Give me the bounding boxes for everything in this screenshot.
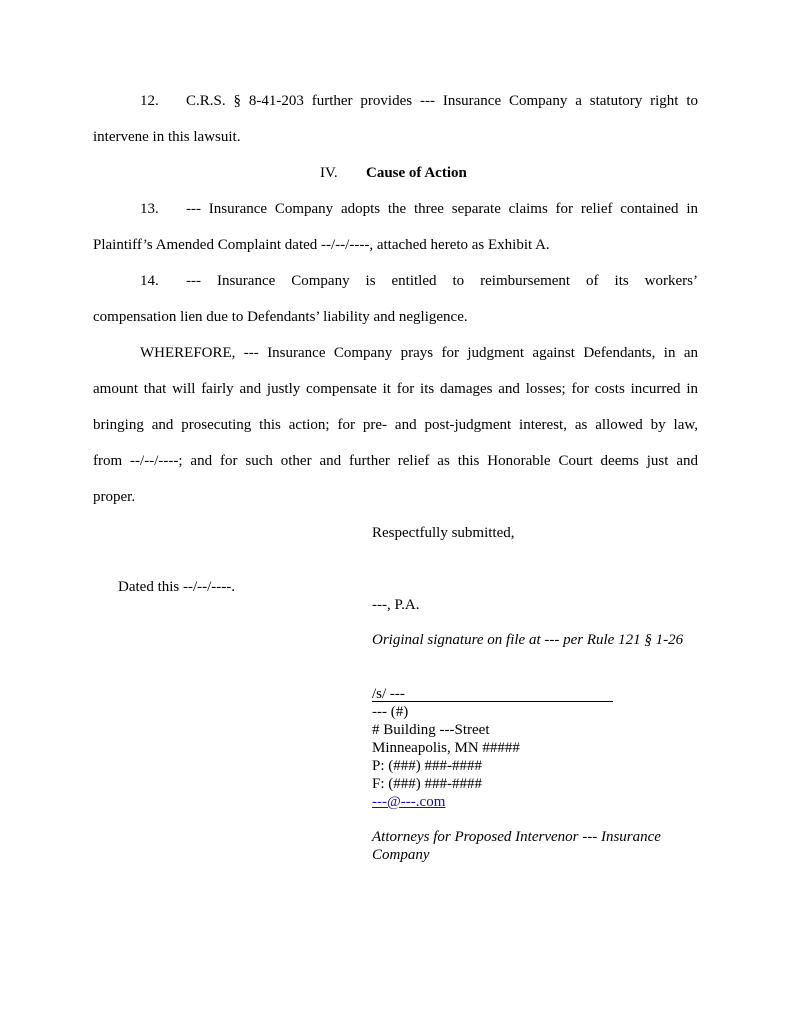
closing: Respectfully submitted, xyxy=(372,525,515,541)
paragraph-12-line-1 xyxy=(140,93,698,110)
paragraph-13-line-2: Plaintiff’s Amended Complaint dated --/--/----, attached hereto as Exhibit A. xyxy=(93,237,550,253)
paragraph-text: C.R.S. § 8-41-203 further provides --- Insurance Company a statutory right to xyxy=(186,93,698,109)
original-signature-note: Original signature on file at --- per Rule 121 § 1-26 xyxy=(372,632,684,648)
email-link[interactable]: ---@---.com xyxy=(372,794,446,810)
paragraph-number: 14. xyxy=(140,273,159,289)
fax-number: F: (###) ###-#### xyxy=(372,776,482,792)
address-line-2: Minneapolis, MN ##### xyxy=(372,740,520,756)
paragraph-14-line-1 xyxy=(140,273,698,290)
address-line-1: # Building ---Street xyxy=(372,722,490,738)
paragraph-number: 13. xyxy=(140,201,159,217)
signature-line xyxy=(372,687,613,702)
attorney-id: --- (#) xyxy=(372,704,409,720)
paragraph-number: 12. xyxy=(140,93,159,109)
paragraph-12-line-2: intervene in this lawsuit. xyxy=(93,129,241,145)
paragraph-14-line-2: compensation lien due to Defendants’ liability and negligence. xyxy=(93,309,468,325)
attorney-role-line-1: Attorneys for Proposed Intervenor --- Insurance xyxy=(372,829,661,845)
section-heading xyxy=(320,165,467,182)
attorney-role-line-2: Company xyxy=(372,847,430,863)
paragraph-text: --- Insurance Company is entitled to reimbursement of its workers’ xyxy=(186,273,698,289)
phone-number: P: (###) ###-#### xyxy=(372,758,482,774)
wherefore-line-2: amount that will fairly and justly compensate it for its damages and losses; for costs incurred in xyxy=(93,381,698,397)
electronic-signature: /s/ --- xyxy=(372,686,405,702)
dated-line: Dated this --/--/----. xyxy=(118,579,236,595)
wherefore-line-5: proper. xyxy=(93,489,136,505)
section-numeral: IV. xyxy=(320,165,338,181)
paragraph-text: --- Insurance Company adopts the three separate claims for relief contained in xyxy=(186,201,698,217)
section-title: Cause of Action xyxy=(366,165,467,181)
wherefore-line-3: bringing and prosecuting this action; for pre- and post-judgment interest, as allowed by law, xyxy=(93,417,698,433)
wherefore-line-1: WHEREFORE, --- Insurance Company prays for judgment against Defendants, in an xyxy=(140,345,698,361)
firm-name: ---, P.A. xyxy=(372,597,420,613)
wherefore-line-4: from --/--/----; and for such other and further relief as this Honorable Court deems just and xyxy=(93,453,698,469)
paragraph-13-line-1 xyxy=(140,201,698,218)
